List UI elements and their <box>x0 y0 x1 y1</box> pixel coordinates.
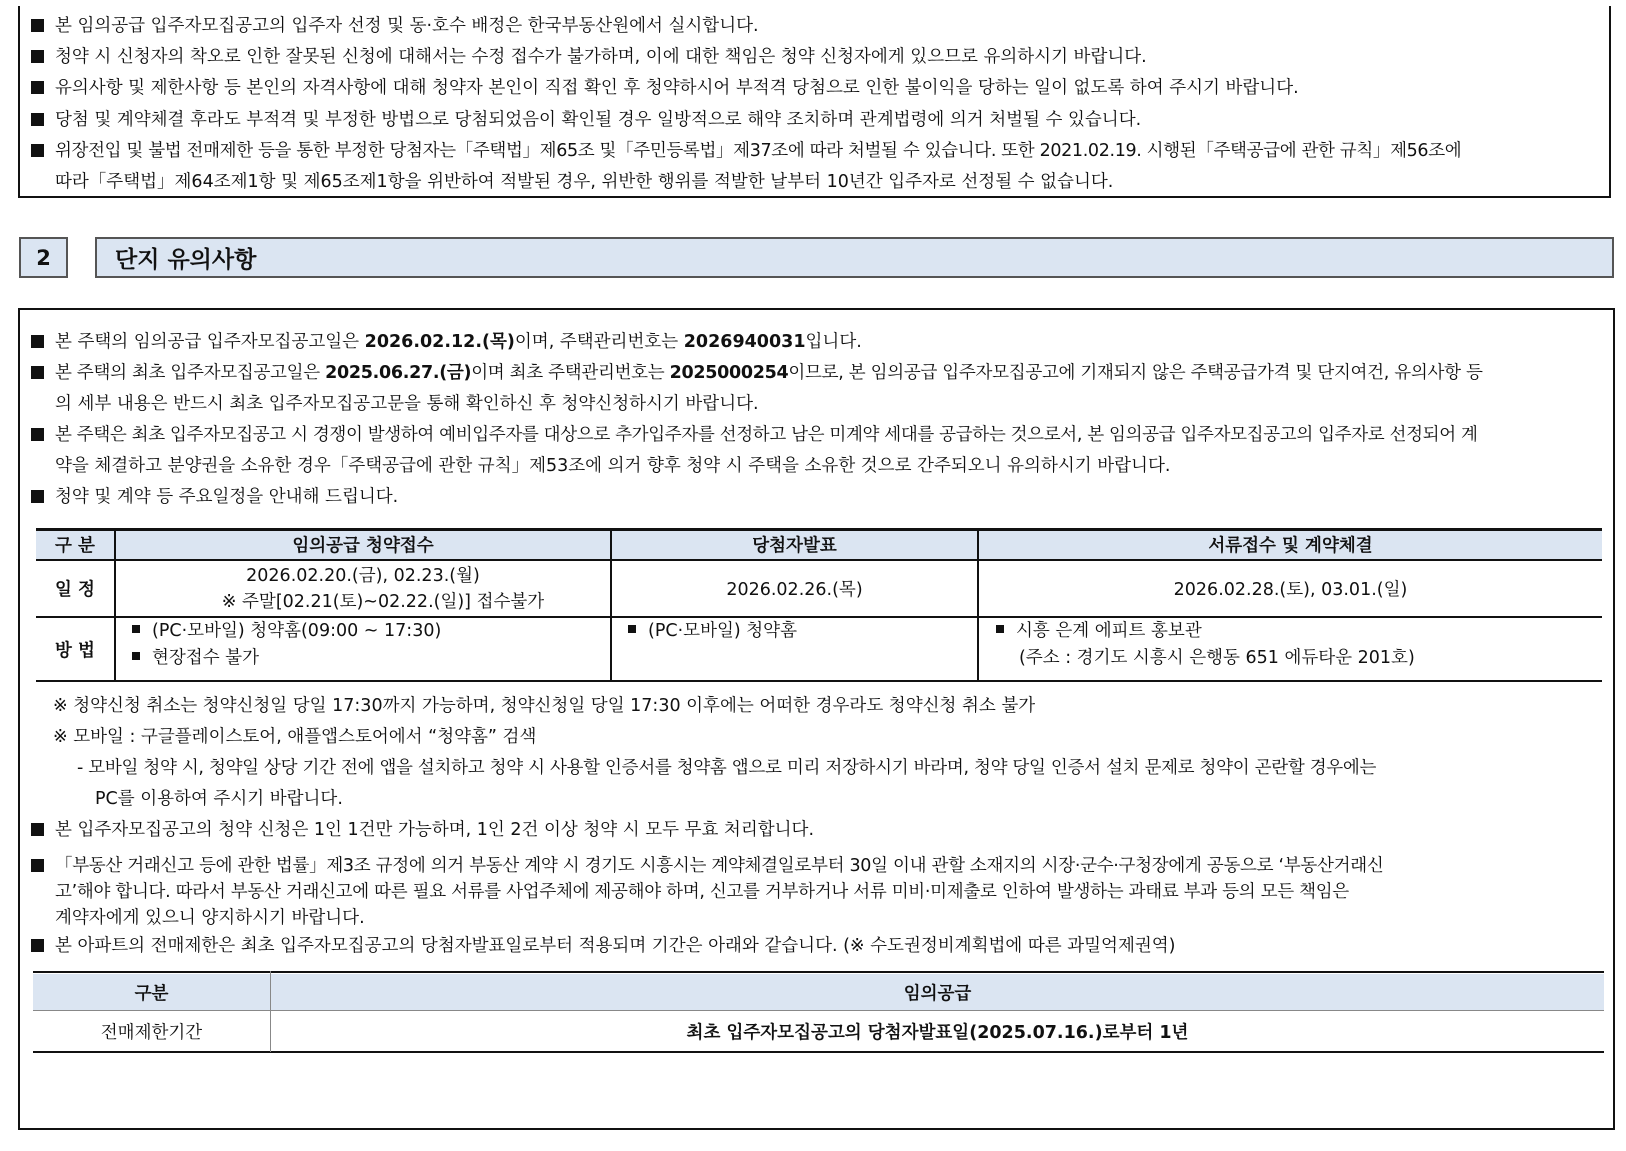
notice-resale-restriction: 본 아파트의 전매제한은 최초 입주자모집공고의 당첨자발표일로부터 적용되며 기간은 아래와 같습니다. (※ 수도권정비계획법에 따른 과밀억제권역) <box>55 936 1176 956</box>
apply-weekend-note: ※ 주말[02.21(토)~02.22.(일)] 접수불가 <box>221 591 545 612</box>
top-notice-5: 위장전입 및 불법 전매제한 등을 통한 부정한 당첨자는「주택법」제65조 및「주민등록법」제37조에 따라 처벌될 수 있습니다. 또한 2021.02.19. 시행된「주택공급에 관한 규칙」제56조에 <box>55 141 1462 161</box>
table-header: 임의공급 청약접수 <box>292 536 434 556</box>
notice-announcement-date: 본 주택의 임의공급 입주자모집공고일은 2026.02.12.(목)이며, 주택관리번호는 2026940031입니다. <box>55 332 862 352</box>
section-title: 단지 유의사항 <box>95 237 1614 278</box>
notice-transaction-report-cont: 고’해야 합니다. 따라서 부동산 거래신고에 따른 필요 서류를 사업주체에 제공해야 하며, 신고를 거부하거나 서류 미비·미제출로 인하여 발생하는 과태료 부과 등의 모든 책임은 <box>55 882 1349 902</box>
bullet-icon <box>132 625 140 633</box>
bullet-icon <box>628 625 636 633</box>
notice-original-announcement-cont: 의 세부 내용은 반드시 최초 입주자모집공고문을 통해 확인하신 후 청약신청하시기 바랍니다. <box>55 394 759 414</box>
table-header: 구분 <box>134 983 169 1004</box>
notice-unsold-units-cont: 약을 체결하고 분양권을 소유한 경우「주택공급에 관한 규칙」제53조에 의거 향후 청약 시 주택을 소유한 것으로 간주되오니 유의하시기 바랍니다. <box>55 456 1171 476</box>
resale-table <box>33 971 1604 1052</box>
notice-transaction-report: 「부동산 거래신고 등에 관한 법률」제3조 규정에 의거 부동산 계약 시 경기도 시흥시는 계약체결일로부터 30일 이내 관할 소재지의 시장·군수·구청장에게 공동으로 ‘부동산거래신 <box>55 856 1384 876</box>
resale-row-value: 최초 입주자모집공고의 당첨자발표일(2025.07.16.)로부터 1년 <box>686 1022 1189 1043</box>
top-notice-4: 당첨 및 계약체결 후라도 부적격 및 부정한 방법으로 당첨되었음이 확인될 경우 일방적으로 해약 조치하며 관계법령에 의거 처벌될 수 있습니다. <box>55 110 1142 130</box>
bullet-icon <box>31 81 44 94</box>
apply-dates: 2026.02.20.(금), 02.23.(월) <box>246 565 480 586</box>
notice-original-announcement: 본 주택의 최초 입주자모집공고일은 2025.06.27.(금)이며 최초 주택관리번호는 2025000254이므로, 본 임의공급 입주자모집공고에 기재되지 않은 주택공급가격 및 단지여건, 유의사항 등 <box>55 363 1483 383</box>
bullet-icon <box>31 366 44 379</box>
row-label-method: 방 법 <box>55 640 95 661</box>
cell-announce-schedule: 2026.02.26.(목) <box>726 580 863 600</box>
table-rule <box>33 971 1604 973</box>
note-mobile-detail-cont: PC를 이용하여 주시기 바랍니다. <box>95 789 343 809</box>
table-rule <box>33 1051 1604 1053</box>
notice-transaction-report-end: 계약자에게 있으니 양지하시기 바랍니다. <box>55 908 365 928</box>
top-notice-1: 본 임의공급 입주자모집공고의 입주자 선정 및 동·호수 배정은 한국부동산원에서 실시합니다. <box>55 16 759 36</box>
bullet-icon <box>31 19 44 32</box>
table-header: 임의공급 <box>903 983 972 1004</box>
top-notice-3: 유의사항 및 제한사항 등 본인의 자격사항에 대해 청약자 본인이 직접 확인 후 청약하시어 부적격 당첨으로 인한 불이익을 당하는 일이 없도록 하여 주시기 바랍니다. <box>55 78 1299 98</box>
table-rule <box>36 680 1602 682</box>
cell-announce-method <box>628 618 977 680</box>
cell-contract-method <box>996 618 1602 680</box>
bullet-icon <box>31 823 44 836</box>
resale-row-label: 전매제한기간 <box>100 1022 203 1043</box>
bullet-icon <box>31 144 44 157</box>
bullet-icon <box>31 859 44 872</box>
bullet-icon <box>31 113 44 126</box>
table-header: 서류접수 및 계약체결 <box>1208 536 1373 556</box>
note-mobile-detail: - 모바일 청약 시, 청약일 상당 기간 전에 앱을 설치하고 청약 시 사용할 인증서를 청약홈 앱으로 미리 저장하시기 바라며, 청약 당일 인증서 설치 문제로 청약이 곤란할 경우에는 <box>77 758 1377 778</box>
announce-method-item: (PC·모바일) 청약홈 <box>628 618 797 645</box>
schedule-table <box>36 528 1602 682</box>
bullet-icon <box>31 50 44 63</box>
contract-address: (주소 : 경기도 시흥시 은행동 651 에듀타운 201호) <box>1019 648 1415 668</box>
cell-apply-method <box>132 618 610 680</box>
bullet-icon <box>31 335 44 348</box>
cell-apply-schedule <box>116 561 610 616</box>
bullet-icon <box>132 652 140 660</box>
top-notice-2: 청약 시 신청자의 착오로 인한 잘못된 신청에 대해서는 수정 접수가 불가하며, 이에 대한 책임은 청약 신청자에게 있으므로 유의하시기 바랍니다. <box>55 47 1147 67</box>
note-cancel: ※ 청약신청 취소는 청약신청일 당일 17:30까지 가능하며, 청약신청일 당일 17:30 이후에는 어떠한 경우라도 청약신청 취소 불가 <box>53 696 1036 716</box>
table-header: 당첨자발표 <box>752 536 837 556</box>
notice-schedule-intro: 청약 및 계약 등 주요일정을 안내해 드립니다. <box>55 487 399 507</box>
cell-contract-schedule: 2026.02.28.(토), 03.01.(일) <box>1173 580 1408 600</box>
notice-unsold-units: 본 주택은 최초 입주자모집공고 시 경쟁이 발생하여 예비입주자를 대상으로 추가입주자를 선정하고 남은 미계약 세대를 공급하는 것으로서, 본 임의공급 입주자모집공고의 입주자로 선정되어 계 <box>55 425 1478 445</box>
bullet-icon <box>996 625 1004 633</box>
row-label-schedule: 일 정 <box>55 580 95 600</box>
apply-method-item: (PC·모바일) 청약홈(09:00 ~ 17:30) <box>132 618 441 645</box>
table-header: 구 분 <box>55 536 95 556</box>
contract-place: 시흥 은계 에피트 홍보관 <box>996 618 1202 645</box>
top-notice-5-cont: 따라「주택법」제64조제1항 및 제65조제1항을 위반하여 적발된 경우, 위반한 행위를 적발한 날부터 10년간 입주자로 선정될 수 없습니다. <box>55 172 1114 192</box>
bullet-icon <box>31 939 44 952</box>
section-number: 2 <box>19 237 68 278</box>
note-mobile: ※ 모바일 : 구글플레이스토어, 애플앱스토어에서 “청약홈” 검색 <box>53 727 537 747</box>
bullet-icon <box>31 428 44 441</box>
notice-one-application: 본 입주자모집공고의 청약 신청은 1인 1건만 가능하며, 1인 2건 이상 청약 시 모두 무효 처리합니다. <box>55 820 815 840</box>
apply-method-item: 현장접수 불가 <box>132 645 259 672</box>
bullet-icon <box>31 490 44 503</box>
